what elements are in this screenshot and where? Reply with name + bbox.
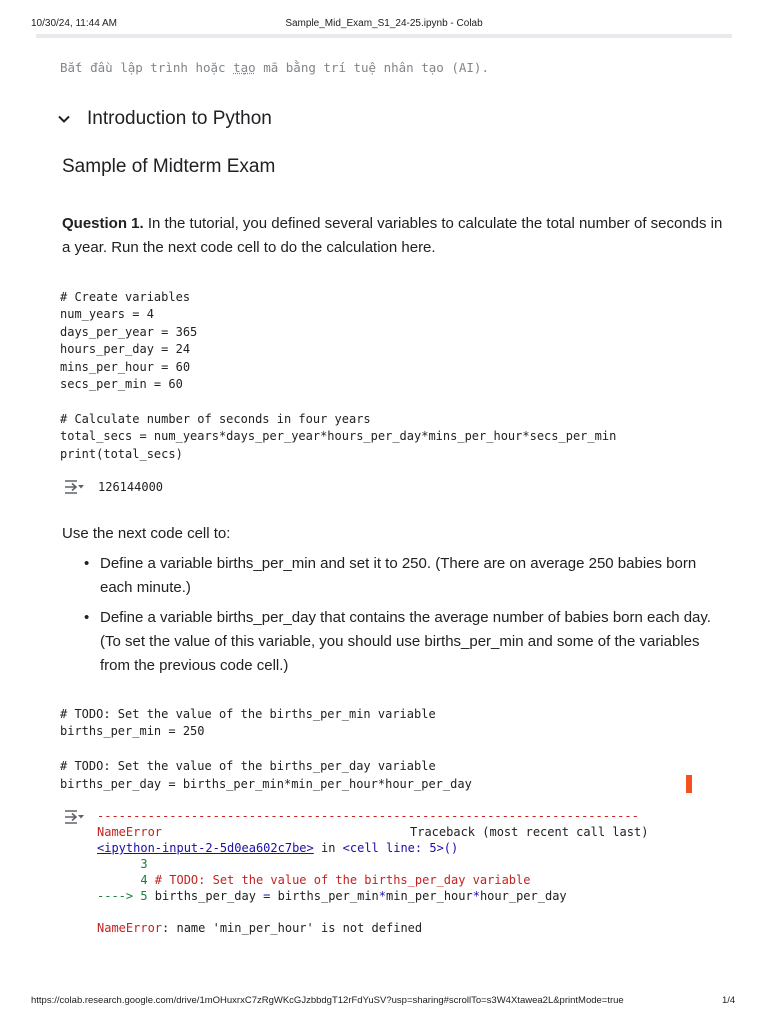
final-error-message: : name 'min_per_hour' is not defined: [162, 921, 423, 935]
traceback-cell-line: <cell line: 5>(): [342, 841, 459, 855]
error-traceback: [97, 808, 657, 936]
print-page-number: 1/4: [722, 995, 736, 1006]
traceback-line-5-eq: =: [263, 889, 271, 903]
section-title: Introduction to Python: [87, 108, 272, 129]
traceback-line-5-op: *: [472, 889, 480, 903]
code-cell-2-source[interactable]: # TODO: Set the value of the births_per_min variable births_per_min = 250 # TODO: Set the value of the births_per_day variable births_per_day = births_per_min*min_per_hour*hour_per_day: [60, 707, 472, 791]
print-doc-title: Sample_Mid_Exam_S1_24-25.ipynb - Colab: [285, 18, 483, 29]
list-item: • Define a variable births_per_day that contains the average number of babies born each day. (To set the value of this variable, you should use births_per_min and some of the variables from the previous code cell.): [62, 606, 732, 678]
list-item: • Define a variable births_per_min and set it to 250. (There are on average 250 babies born each minute.): [62, 552, 732, 600]
ai-hint-after: mã bằng trí tuệ nhân tạo (AI).: [255, 60, 489, 75]
print-datetime: 10/30/24, 11:44 AM: [31, 18, 117, 29]
output-toggle-icon[interactable]: [63, 808, 85, 826]
traceback-line-5-op: *: [378, 889, 387, 903]
traceback-divider: ---------------------------------------------------------------------------: [97, 809, 639, 823]
output-toggle-icon[interactable]: [63, 478, 85, 496]
code-cell-1-output: 126144000: [98, 480, 164, 494]
traceback-line-5-code: births_per_day: [154, 889, 264, 903]
error-name: NameError: [97, 825, 163, 839]
traceback-in: in: [313, 841, 343, 855]
ai-hint-generate-link[interactable]: tạo: [233, 60, 256, 75]
instructions-list: [62, 552, 732, 684]
chevron-down-icon[interactable]: [56, 111, 72, 127]
print-footer-url: https://colab.research.google.com/drive/1mOHuxrxC7zRgWKcGJzbbdgT12rFdYuSV?usp=sharing#scrollTo=s3W4Xtawea2L&printMode=true: [31, 995, 624, 1006]
instructions-intro: Use the next code cell to:: [62, 525, 231, 542]
ipython-input-link[interactable]: <ipython-input-2-5d0ea602c7be>: [97, 841, 314, 855]
traceback-line-4-comment: # TODO: Set the value of the births_per_day variable: [154, 873, 531, 887]
question-1-text: [62, 212, 732, 260]
text-cursor: [686, 775, 692, 793]
traceback-label: Traceback (most recent call last): [410, 825, 649, 839]
page-heading: Sample of Midterm Exam: [62, 156, 276, 177]
question-1-body: In the tutorial, you defined several variables to calculate the total number of seconds in a year. Run the next code cell to do the calculation here.: [62, 215, 723, 256]
traceback-line-5-arrow: ----> 5: [97, 889, 155, 903]
traceback-line-3: 3: [97, 857, 148, 871]
ai-hint-before: Bắt đầu lập trình hoặc: [60, 60, 234, 75]
ai-code-hint[interactable]: [60, 60, 489, 75]
final-error-name: NameError: [97, 921, 163, 935]
question-1-label: Question 1.: [62, 215, 144, 232]
traceback-line-5-code: min_per_hour: [386, 889, 473, 903]
header-divider: [36, 34, 732, 38]
traceback-line-5-code: births_per_min: [270, 889, 379, 903]
code-cell-1-source[interactable]: # Create variables num_years = 4 days_per_year = 365 hours_per_day = 24 mins_per_hour = 60 secs_per_min = 60 # Calculate number of seconds in four years total_secs = num_years*days_per_year*hours_per_day*mins_per_hour*secs_per_min print(total_secs): [60, 290, 617, 461]
traceback-line-4-number: 4: [97, 873, 155, 887]
traceback-line-5-code: hour_per_day: [479, 889, 567, 903]
